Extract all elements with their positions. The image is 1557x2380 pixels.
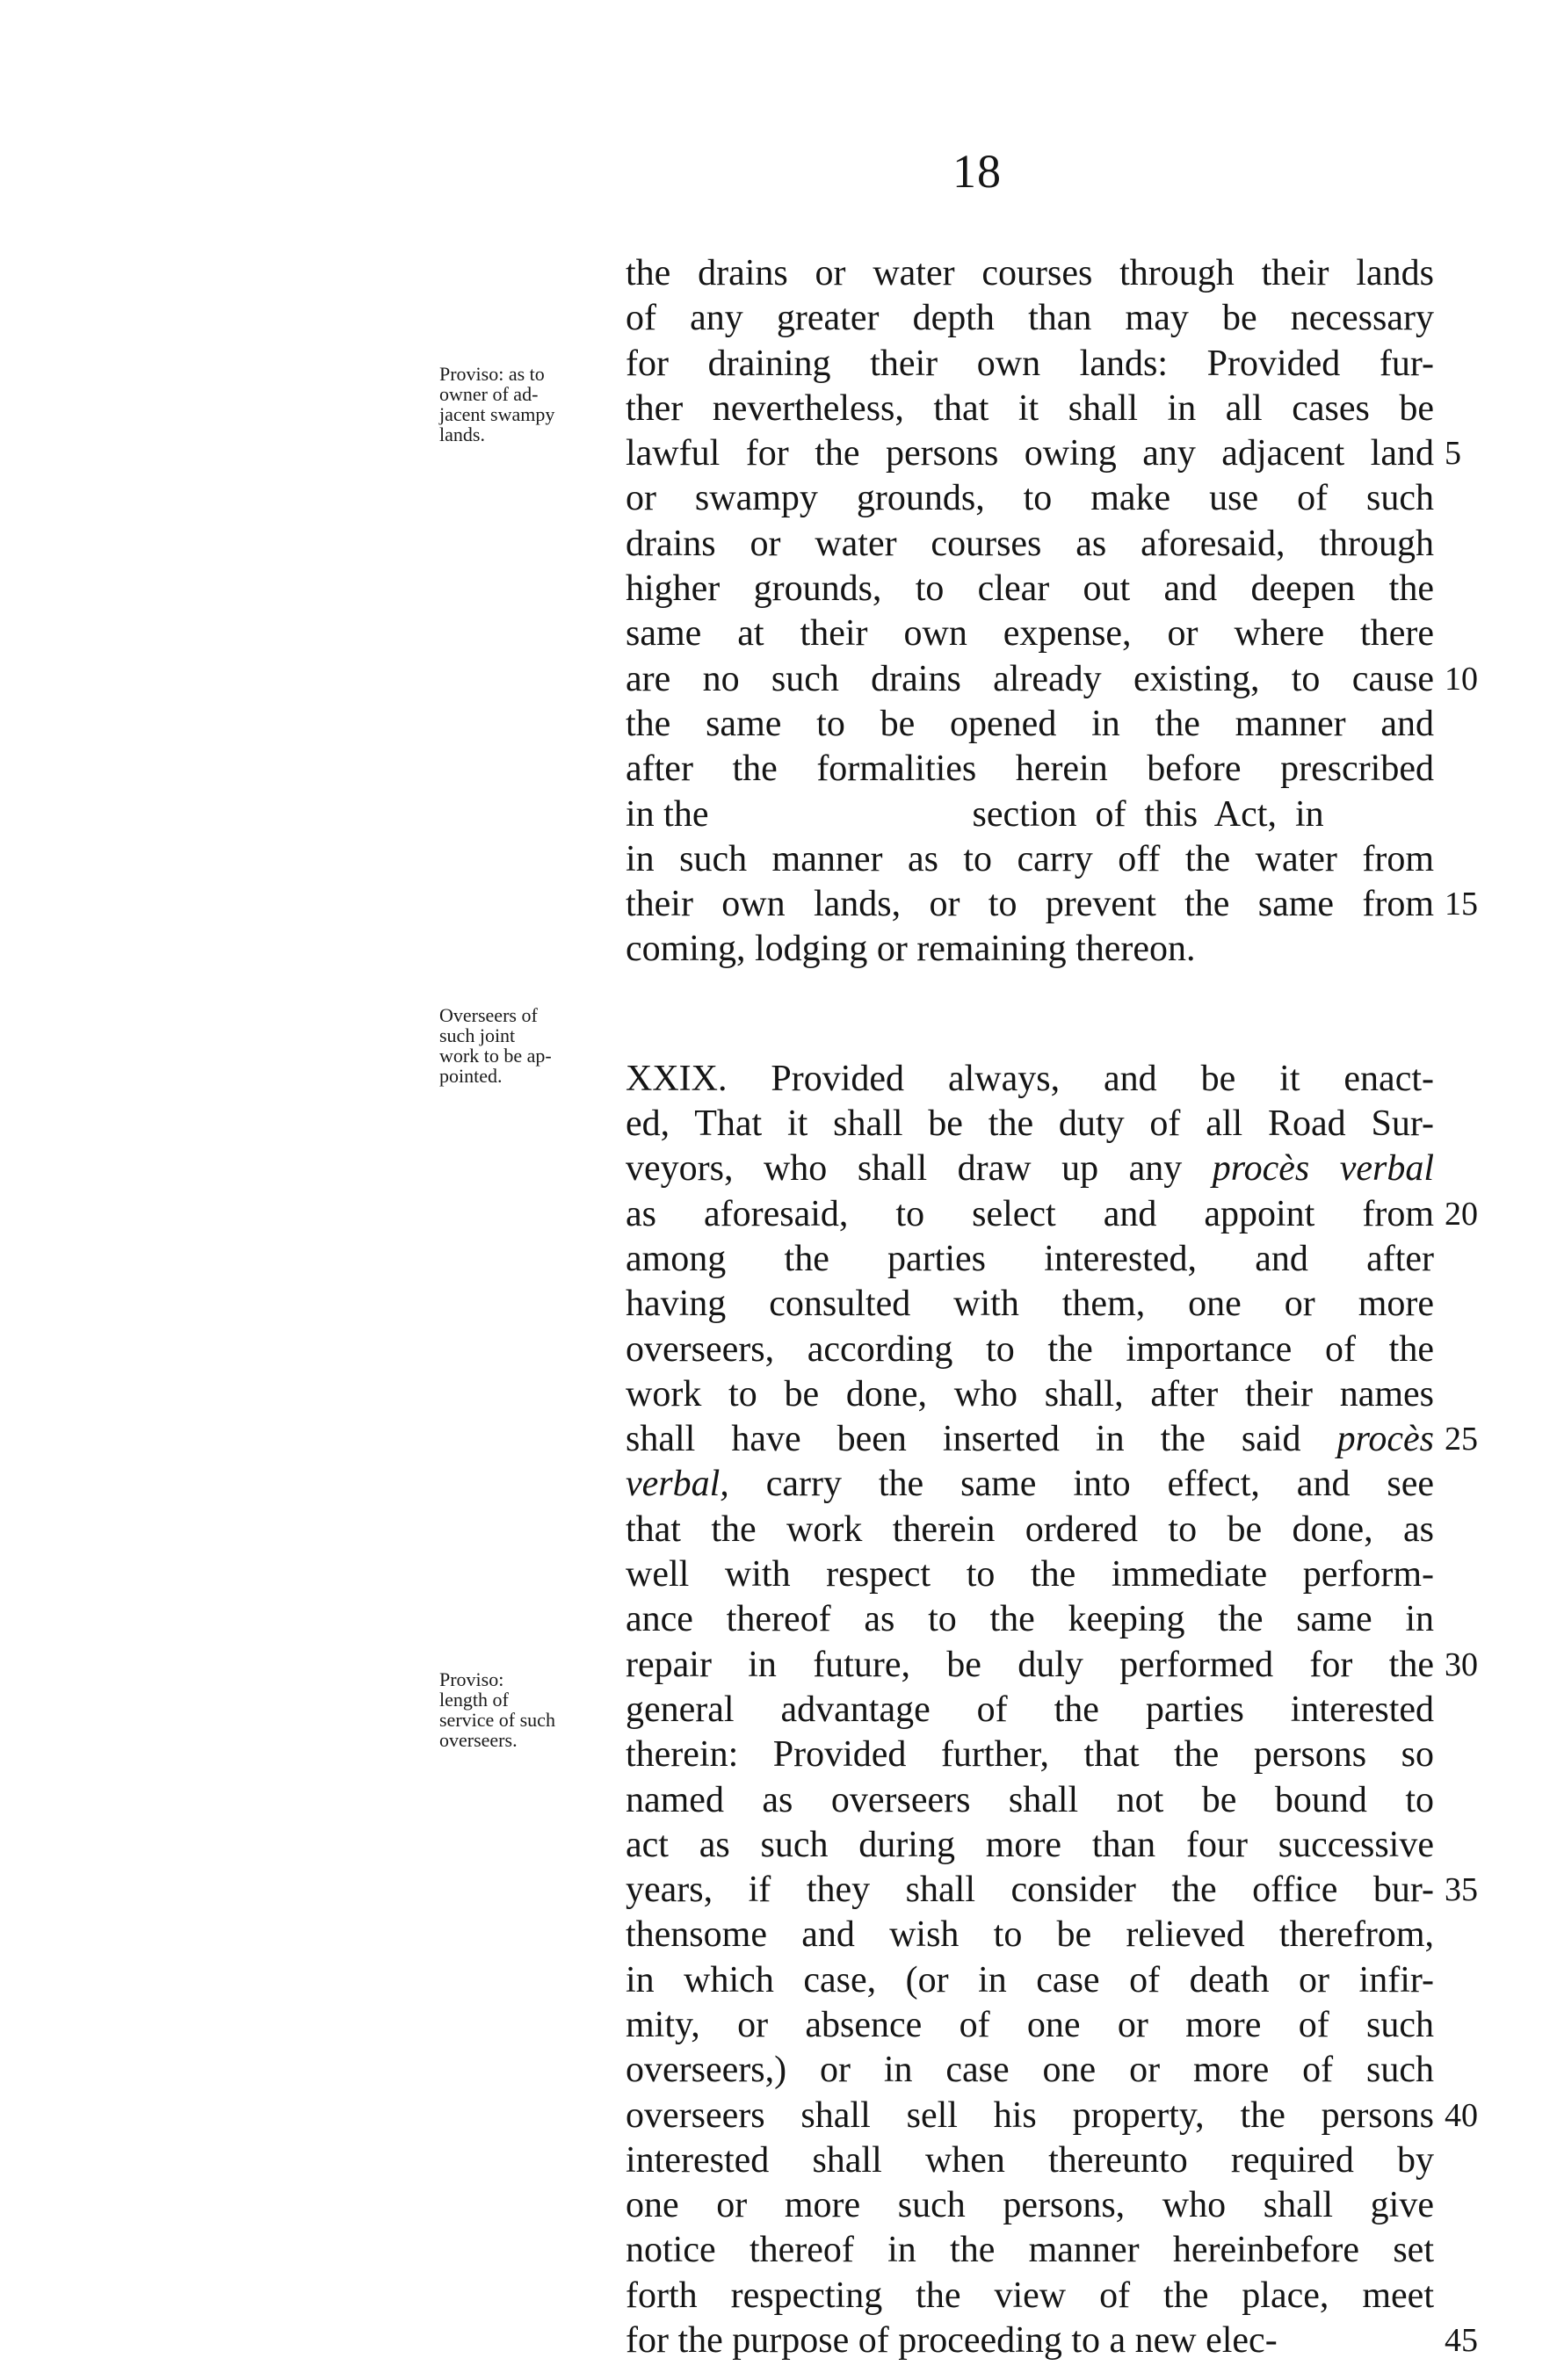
text-line-content: veyors, who shall draw up any procès verbal: [626, 1148, 1434, 1190]
text-line-content: verbal, carry the same into effect, and see: [626, 1464, 1434, 1505]
text-line: [626, 1958, 1460, 2003]
line-number: 15: [1445, 886, 1478, 923]
text-line: [626, 1147, 1460, 1191]
text-line: [626, 2138, 1460, 2183]
text-line-content: for draining their own lands: Provided fur-: [626, 343, 1434, 384]
text-line: [626, 2274, 1460, 2319]
text-line-content: act as such during more than four successive: [626, 1824, 1434, 1865]
margin-note-line: lands.: [439, 423, 485, 445]
text-line-content: overseers,) or in case one or more of such: [626, 2050, 1434, 2091]
text-line-content: higher grounds, to clear out and deepen the: [626, 568, 1434, 610]
text-line-content: years, if they shall consider the office bur-: [626, 1870, 1434, 1911]
margin-note-line: length of: [439, 1689, 509, 1711]
text-line: [626, 1597, 1460, 1642]
text-line-content: thensome and wish to be relieved therefrom,: [626, 1914, 1434, 1956]
margin-note-line: pointed.: [439, 1065, 503, 1087]
text-line-content: in the section of this Act, in: [626, 793, 1324, 835]
margin-note-line: service of such: [439, 1709, 555, 1731]
text-line: [626, 1778, 1460, 1823]
text-line-content: interested shall when thereunto required by: [626, 2139, 1434, 2181]
line-number: 30: [1445, 1646, 1478, 1683]
margin-note-line: such joint: [439, 1024, 516, 1046]
text-line: [626, 2003, 1460, 2048]
text-line-content: of any greater depth than may be necessary: [626, 298, 1434, 339]
text-line-content: drains or water courses as aforesaid, through: [626, 523, 1434, 564]
text-line: [626, 1733, 1460, 1777]
text-line: [626, 1868, 1478, 1913]
text-line: [626, 792, 1460, 837]
text-line-content: work to be done, who shall, after their names: [626, 1373, 1434, 1414]
text-line: [626, 2228, 1460, 2273]
text-line-content: in which case, (or in case of death or infir-: [626, 1959, 1434, 2000]
text-line-content: notice thereof in the manner hereinbefore set: [626, 2230, 1434, 2271]
margin-note-line: Proviso: as to: [439, 363, 545, 385]
line-number: 35: [1445, 1871, 1478, 1909]
text-line-content: named as overseers shall not be bound to: [626, 1779, 1434, 1820]
text-line: [626, 2319, 1478, 2363]
text-line: [626, 251, 1460, 296]
text-line-content: repair in future, be duly performed for the: [626, 1644, 1434, 1685]
margin-note-overseers: [439, 1005, 615, 1086]
text-line-content: their own lands, or to prevent the same from: [626, 884, 1434, 925]
text-line-content: shall have been inserted in the said procès: [626, 1419, 1434, 1460]
text-line: [626, 567, 1460, 611]
text-line-content: overseers, according to the importance of the: [626, 1328, 1434, 1370]
text-line-content: one or more such persons, who shall give: [626, 2185, 1434, 2226]
text-line: [626, 296, 1460, 341]
text-line: [626, 2094, 1478, 2138]
text-line: [626, 522, 1460, 567]
line-number: 25: [1445, 1421, 1478, 1458]
text-line-content: among the parties interested, and after: [626, 1238, 1434, 1279]
main-text-column: [626, 251, 1478, 2363]
text-line: [626, 1688, 1460, 1733]
text-line-content: in such manner as to carry off the water from: [626, 838, 1434, 879]
line-number: 40: [1445, 2096, 1478, 2134]
text-line-content: coming, lodging or remaining thereon.: [626, 929, 1196, 970]
text-line-content: therein: Provided further, that the persons so: [626, 1734, 1434, 1776]
text-line: [626, 657, 1478, 702]
line-number: 45: [1445, 2322, 1478, 2360]
text-line-content: XXIX. Provided always, and be it enact-: [626, 1058, 1434, 1099]
text-line-content: ed, That it shall be the duty of all Road Sur-: [626, 1103, 1434, 1145]
text-line: [626, 1552, 1460, 1597]
text-line: [626, 1102, 1460, 1147]
margin-note-line: Overseers of: [439, 1004, 538, 1026]
text-line: [626, 1417, 1478, 1462]
text-line-content: ance thereof as to the keeping the same in: [626, 1599, 1434, 1640]
text-line-content: as aforesaid, to select and appoint from: [626, 1193, 1434, 1234]
text-line-content: mity, or absence of one or more of such: [626, 2004, 1434, 2045]
text-line-content: are no such drains already existing, to cause: [626, 658, 1434, 699]
paragraph-continued: [626, 251, 1478, 973]
text-line-content: having consulted with them, one or more: [626, 1284, 1434, 1325]
text-line: [626, 1823, 1460, 1868]
text-line-content: same at their own expense, or where there: [626, 613, 1434, 655]
paragraph-gap: [626, 973, 1460, 1057]
text-line-content: after the formalities herein before prescribed: [626, 749, 1434, 790]
text-line: [626, 1372, 1460, 1417]
text-line: [626, 1327, 1460, 1372]
text-line-content: or swampy grounds, to make use of such: [626, 478, 1434, 519]
text-line: [626, 1508, 1460, 1552]
text-line-content: forth respecting the view of the place, meet: [626, 2275, 1434, 2316]
text-line-content: general advantage of the parties interested: [626, 1689, 1434, 1730]
line-number: 5: [1445, 435, 1461, 473]
text-line-content: ther nevertheless, that it shall in all cases be: [626, 387, 1434, 429]
page-number: 18: [952, 145, 1002, 198]
text-line: [626, 747, 1460, 792]
text-line: [626, 387, 1460, 431]
text-line: [626, 1057, 1460, 1102]
text-line: [626, 1913, 1460, 1957]
section-xxix: [626, 1057, 1478, 2364]
text-line: [626, 1282, 1460, 1327]
margin-note-swampy-lands: [439, 364, 615, 445]
text-line-content: the drains or water courses through their lands: [626, 253, 1434, 293]
line-number: 10: [1445, 660, 1478, 698]
text-line: [626, 927, 1460, 972]
text-line-content: lawful for the persons owing any adjacent land: [626, 433, 1434, 474]
text-line: [626, 1237, 1460, 1282]
text-line: [626, 342, 1460, 387]
margin-note-line: Proviso:: [439, 1668, 504, 1690]
text-line: [626, 1462, 1460, 1507]
text-line: [626, 2048, 1460, 2093]
text-line-content: overseers shall sell his property, the persons: [626, 2094, 1434, 2136]
margin-note-line: overseers.: [439, 1729, 518, 1751]
text-line: [626, 1643, 1478, 1688]
line-number: 20: [1445, 1195, 1478, 1233]
text-line-content: that the work therein ordered to be done, as: [626, 1508, 1434, 1550]
text-line: [626, 2183, 1460, 2228]
text-line: [626, 611, 1460, 656]
margin-note-service-length: [439, 1669, 615, 1750]
margin-note-line: work to be ap-: [439, 1045, 552, 1067]
text-line: [626, 837, 1460, 882]
text-line: [626, 476, 1460, 521]
margin-note-line: owner of ad-: [439, 383, 539, 405]
text-line-content: well with respect to the immediate perform-: [626, 1554, 1434, 1595]
text-line: [626, 1192, 1478, 1237]
text-line-content: the same to be opened in the manner and: [626, 703, 1434, 744]
text-line-content: for the purpose of proceeding to a new elec-: [626, 2320, 1278, 2362]
text-line: [626, 882, 1478, 927]
text-line: [626, 702, 1460, 747]
text-line: [626, 431, 1460, 476]
margin-note-line: jacent swampy: [439, 403, 555, 425]
